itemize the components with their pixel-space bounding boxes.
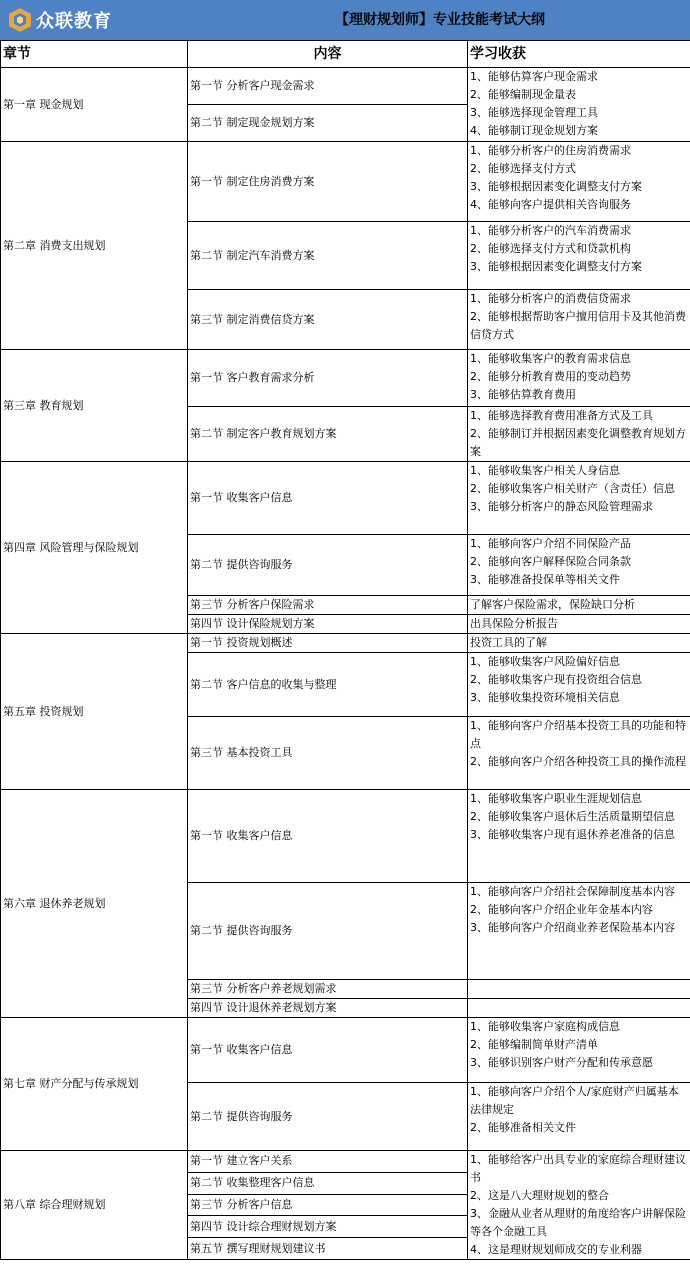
gain-cell xyxy=(468,462,690,535)
gain-cell xyxy=(468,790,690,883)
section-cell: 第二节 提供咨询服务 xyxy=(188,1083,468,1151)
section-cell: 第二节 收集整理客户信息 xyxy=(188,1172,468,1194)
gain-item: 3、能够收集客户现有退休养老准备的信息 xyxy=(470,828,675,841)
gain-item: 2、能够选择支付方式 xyxy=(470,162,576,175)
section-cell: 第四节 设计退休养老规划方案 xyxy=(188,999,468,1018)
gain-item: 投资工具的了解 xyxy=(470,636,547,649)
table-row xyxy=(1,142,690,222)
gain-cell xyxy=(468,1018,690,1083)
gain-item: 2、能够向客户解释保险合同条款 xyxy=(470,555,631,568)
section-cell: 第三节 基本投资工具 xyxy=(188,717,468,790)
gain-item: 1、能够分析客户的住房消费需求 xyxy=(470,144,631,157)
table-row xyxy=(1,1151,690,1173)
logo-icon xyxy=(8,7,32,33)
gain-item: 1、能够收集客户职业生涯规划信息 xyxy=(470,792,642,805)
chapter-cell: 第二章 消费支出规划 xyxy=(1,142,188,350)
section-cell: 第一节 投资规划概述 xyxy=(188,634,468,653)
gain-item: 2、能够向客户介绍各种投资工具的操作流程 xyxy=(470,755,686,768)
chapter-cell: 第五章 投资规划 xyxy=(1,634,188,790)
section-cell: 第三节 分析客户信息 xyxy=(188,1194,468,1216)
table-row xyxy=(1,1018,690,1083)
section-cell: 第一节 客户教育需求分析 xyxy=(188,350,468,407)
gain-item: 1、能够收集客户相关人身信息 xyxy=(470,464,620,477)
section-cell: 第一节 建立客户关系 xyxy=(188,1151,468,1173)
gain-item: 2、能够收集客户相关财产（含责任）信息 xyxy=(470,482,675,495)
section-cell: 第二节 提供咨询服务 xyxy=(188,883,468,980)
section-cell: 第二节 提供咨询服务 xyxy=(188,535,468,596)
gain-item: 1、能够分析客户的汽车消费需求 xyxy=(470,224,631,237)
chapter-cell: 第八章 综合理财规划 xyxy=(1,1151,188,1260)
syllabus-table xyxy=(0,40,690,1260)
column-header-gain: 学习收获 xyxy=(468,41,690,68)
table-header-row xyxy=(1,41,690,68)
section-cell: 第二节 制定汽车消费方案 xyxy=(188,222,468,290)
section-cell: 第三节 分析客户保险需求 xyxy=(188,596,468,615)
table-row xyxy=(1,350,690,407)
gain-item: 3、能够分析客户的静态风险管理需求 xyxy=(470,500,653,513)
column-header-content: 内容 xyxy=(188,41,468,68)
gain-item: 了解客户保险需求，保险缺口分析 xyxy=(470,598,635,611)
gain-item: 2、能够向客户介绍企业年金基本内容 xyxy=(470,903,653,916)
gain-cell xyxy=(468,634,690,653)
gain-cell xyxy=(468,68,690,142)
gain-item: 1、能够收集客户家庭构成信息 xyxy=(470,1020,620,1033)
section-cell: 第一节 收集客户信息 xyxy=(188,1018,468,1083)
section-cell: 第一节 收集客户信息 xyxy=(188,462,468,535)
section-cell: 第三节 分析客户养老规划需求 xyxy=(188,980,468,999)
table-row xyxy=(1,634,690,653)
section-cell: 第三节 制定消费信贷方案 xyxy=(188,290,468,350)
section-cell: 第四节 设计保险规划方案 xyxy=(188,615,468,634)
chapter-cell: 第三章 教育规划 xyxy=(1,350,188,462)
gain-item: 4、这是理财规划师成交的专业利器 xyxy=(470,1243,642,1256)
gain-cell xyxy=(468,535,690,596)
gain-cell xyxy=(468,350,690,407)
gain-item: 3、能够向客户介绍商业养老保险基本内容 xyxy=(470,921,675,934)
chapter-cell: 第一章 现金规划 xyxy=(1,68,188,142)
gain-item: 3、能够根据因素变化调整支付方案 xyxy=(470,260,642,273)
chapter-cell: 第七章 财产分配与传承规划 xyxy=(1,1018,188,1151)
gain-item: 2、能够制订并根据因素变化调整教育规划方案 xyxy=(470,427,686,458)
gain-cell xyxy=(468,883,690,980)
gain-item: 4、能够制订现金规划方案 xyxy=(470,124,598,137)
gain-item: 2、能够准备相关文件 xyxy=(470,1121,576,1134)
gain-cell xyxy=(468,980,690,999)
gain-item: 出具保险分析报告 xyxy=(470,617,558,630)
gain-item: 1、能够收集客户的教育需求信息 xyxy=(470,352,631,365)
gain-item: 2、能够收集客户退休后生活质量期望信息 xyxy=(470,810,675,823)
gain-cell xyxy=(468,142,690,222)
gain-item: 3、能够选择现金管理工具 xyxy=(470,106,598,119)
table-row xyxy=(1,462,690,535)
gain-cell xyxy=(468,653,690,717)
gain-item: 3、金融从业者从理财的角度给客户讲解保险等各个金融工具 xyxy=(470,1207,686,1238)
logo-text: 众联教育 xyxy=(36,11,112,32)
gain-item: 1、能够分析客户的消费信贷需求 xyxy=(470,292,631,305)
gain-item: 3、能够准备投保单等相关文件 xyxy=(470,573,620,586)
gain-cell xyxy=(468,290,690,350)
table-body xyxy=(1,68,690,1260)
gain-cell xyxy=(468,615,690,634)
section-cell: 第二节 客户信息的收集与整理 xyxy=(188,653,468,717)
gain-item: 3、能够识别客户财产分配和传承意愿 xyxy=(470,1056,653,1069)
gain-cell xyxy=(468,222,690,290)
gain-cell xyxy=(468,1151,690,1260)
section-cell: 第一节 制定住房消费方案 xyxy=(188,142,468,222)
table-row xyxy=(1,68,690,105)
gain-item: 2、能够分析教育费用的变动趋势 xyxy=(470,370,631,383)
section-cell: 第五节 撰写理财规划建议书 xyxy=(188,1238,468,1260)
section-cell: 第四节 设计综合理财规划方案 xyxy=(188,1216,468,1238)
gain-item: 1、能够向客户介绍基本投资工具的功能和特点 xyxy=(470,719,686,750)
table-row xyxy=(1,790,690,883)
gain-item: 3、能够估算教育费用 xyxy=(470,388,576,401)
column-header-chapter: 章节 xyxy=(1,41,188,68)
gain-item: 2、能够编制简单财产清单 xyxy=(470,1038,598,1051)
page-title: 【理财规划师】专业技能考试大纲 xyxy=(335,12,545,28)
section-cell: 第一节 分析客户现金需求 xyxy=(188,68,468,105)
gain-cell xyxy=(468,999,690,1018)
gain-item: 2、能够根据帮助客户擅用信用卡及其他消费信贷方式 xyxy=(470,310,686,341)
gain-item: 3、能够收集投资环境相关信息 xyxy=(470,691,620,704)
gain-item: 1、能够估算客户现金需求 xyxy=(470,70,598,83)
gain-item: 1、能够向客户介绍个人/家庭财产归属基本法律规定 xyxy=(470,1085,679,1116)
gain-item: 4、能够向客户提供相关咨询服务 xyxy=(470,198,631,211)
section-cell: 第一节 收集客户信息 xyxy=(188,790,468,883)
gain-cell xyxy=(468,717,690,790)
logo xyxy=(8,5,112,35)
section-cell: 第二节 制定客户教育规划方案 xyxy=(188,407,468,462)
gain-item: 2、能够编制现金量表 xyxy=(470,88,576,101)
gain-item: 1、能够收集客户风险偏好信息 xyxy=(470,655,620,668)
gain-item: 2、能够收集客户现有投资组合信息 xyxy=(470,673,642,686)
gain-item: 1、能够向客户介绍社会保障制度基本内容 xyxy=(470,885,675,898)
gain-cell xyxy=(468,1083,690,1151)
gain-item: 1、能够向客户介绍不同保险产品 xyxy=(470,537,631,550)
gain-cell xyxy=(468,596,690,615)
gain-item: 1、能够给客户出具专业的家庭综合理财建议书 xyxy=(470,1153,686,1184)
gain-item: 3、能够根据因素变化调整支付方案 xyxy=(470,180,642,193)
chapter-cell: 第六章 退休养老规划 xyxy=(1,790,188,1018)
gain-item: 2、这是八大理财规划的整合 xyxy=(470,1189,609,1202)
gain-cell xyxy=(468,407,690,462)
gain-item: 2、能够选择支付方式和贷款机构 xyxy=(470,242,631,255)
section-cell: 第二节 制定现金规划方案 xyxy=(188,105,468,142)
chapter-cell: 第四章 风险管理与保险规划 xyxy=(1,462,188,634)
gain-item: 1、能够选择教育费用准备方式及工具 xyxy=(470,409,653,422)
header-bar xyxy=(0,0,690,40)
